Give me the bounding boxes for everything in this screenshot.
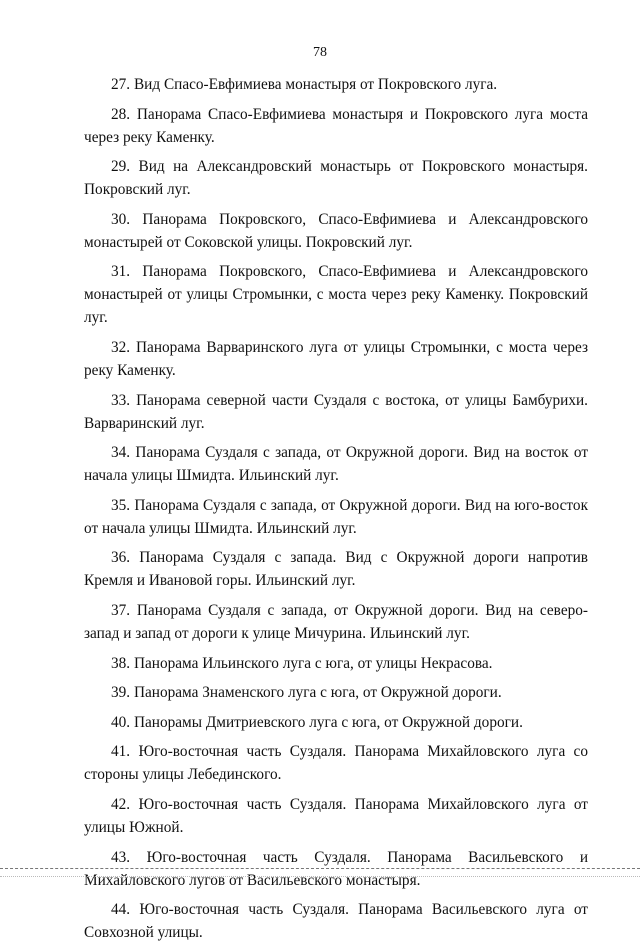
- list-item: 31. Панорама Покровского, Спасо-Евфимиева и Александровского монастырей от улицы Стромынки, с моста через реку Каменку. Покровский луг.: [84, 263, 588, 327]
- list-item: 39. Панорама Знаменского луга с юга, от Окружной дороги.: [111, 684, 502, 702]
- list-item: 32. Панорама Варваринского луга от улицы Стромынки, с моста через реку Каменку.: [84, 338, 588, 379]
- list-item: 28. Панорама Спасо-Евфимиева монастыря и Покровского луга моста через реку Каменку.: [84, 105, 588, 146]
- list-item: 33. Панорама северной части Суздаля с востока, от улицы Бамбурихи. Варваринский луг.: [84, 391, 588, 432]
- document-body: [84, 73, 588, 951]
- list-item: 37. Панорама Суздаля с запада, от Окружной дороги. Вид на северо-запад и запад от дороги к улице Мичурина. Ильинский луг.: [84, 601, 588, 642]
- list-item: 35. Панорама Суздаля с запада, от Окружной дороги. Вид на юго-восток от начала улицы Шмидта. Ильинский луг.: [84, 496, 588, 537]
- list-item: 43. Юго-восточная часть Суздаля. Панорама Васильевского и Михайловского лугов от Васильевского монастыря.: [84, 848, 588, 889]
- page-number: 78: [313, 45, 327, 60]
- page-bottom-rule: [0, 868, 640, 869]
- list-item: 44. Юго-восточная часть Суздаля. Панорама Васильевского луга от Совхозной улицы.: [84, 901, 588, 942]
- list-item: 40. Панорамы Дмитриевского луга с юга, от Окружной дороги.: [111, 713, 523, 731]
- page-bottom-rule-faint: [0, 876, 640, 877]
- list-item: 41. Юго-восточная часть Суздаля. Панорама Михайловского луга со стороны улицы Лебединского.: [84, 743, 588, 784]
- list-item: 29. Вид на Александровский монастырь от Покровского монастыря. Покровский луг.: [84, 158, 588, 199]
- list-item: 38. Панорама Ильинского луга с юга, от улицы Некрасова.: [111, 654, 493, 672]
- list-item: 42. Юго-восточная часть Суздаля. Панорама Михайловского луга от улицы Южной.: [84, 795, 588, 836]
- list-item: 30. Панорама Покровского, Спасо-Евфимиева и Александровского монастырей от Соковской улицы. Покровский луг.: [84, 210, 588, 251]
- list-item: 27. Вид Спасо-Евфимиева монастыря от Покровского луга.: [111, 76, 498, 93]
- list-item: 34. Панорама Суздаля с запада, от Окружной дороги. Вид на восток от начала улицы Шмидта. Ильинский луг.: [84, 444, 588, 485]
- list-item: 36. Панорама Суздаля с запада. Вид с Окружной дороги напротив Кремля и Ивановой горы. Ильинский луг.: [84, 549, 588, 590]
